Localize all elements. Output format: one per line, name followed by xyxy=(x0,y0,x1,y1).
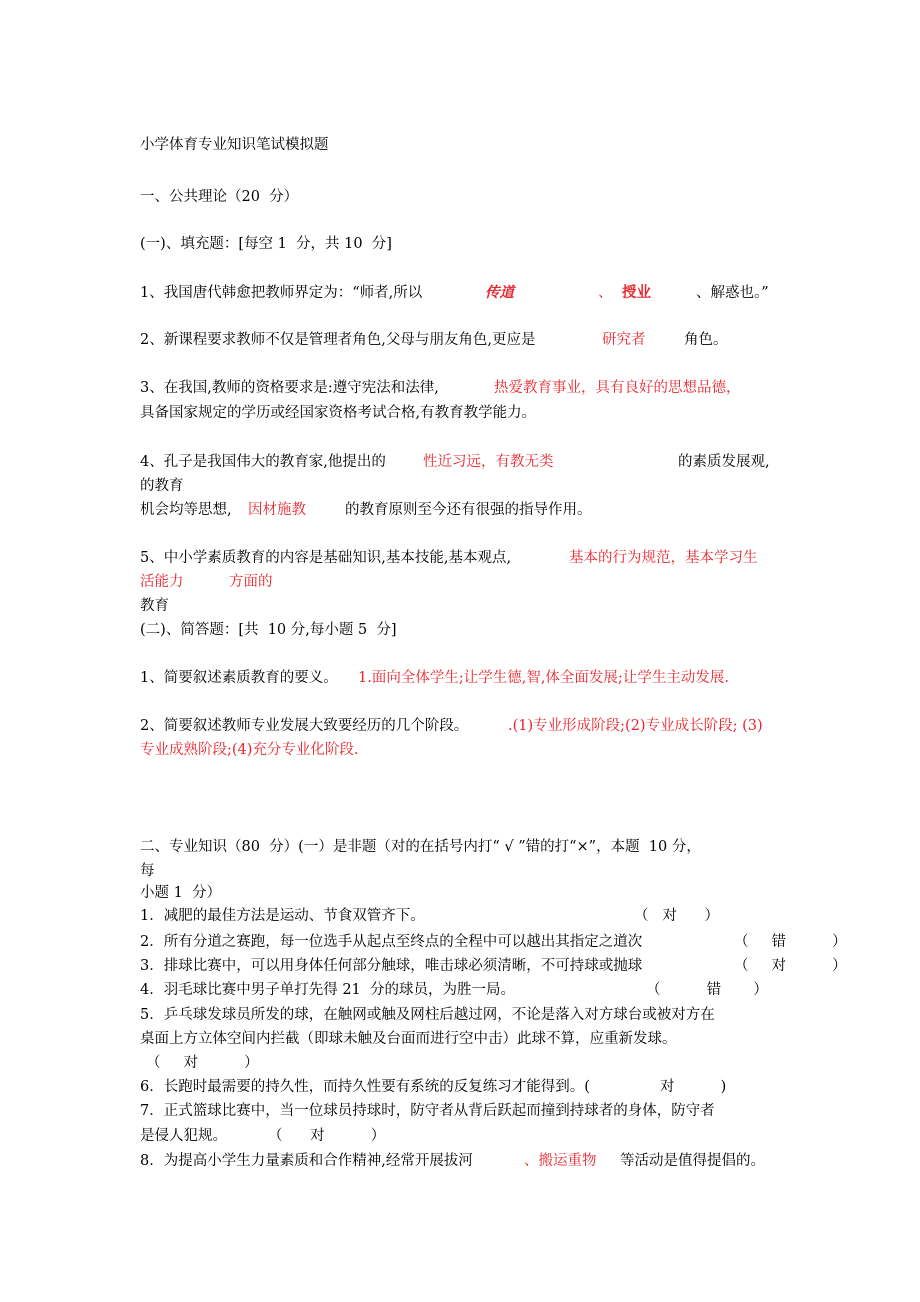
fill-q4-text-mid: 的素质发展观, xyxy=(678,454,770,470)
fill-q4-line3-end: 的教育原则至今还有很强的指导作用。 xyxy=(345,502,592,518)
fill-q3-line2: 具备国家规定的学历或经国家资格考试合格,有教育教学能力。 xyxy=(140,405,537,421)
short-section-heading: (二)、简答题：[共 10 分,每小题 5 分] xyxy=(140,622,397,638)
fill-q2-answer: 研究者 xyxy=(602,332,646,348)
fill-q4-answer-2: 因材施教 xyxy=(248,502,306,518)
tf-item-3-text: 3．排球比赛中，可以用身体任何部分触球，唯击球必须清晰，不可持球或抛球 xyxy=(140,958,643,974)
short-q2-answer-2: 专业成熟阶段;(4)充分专业化阶段. xyxy=(140,742,359,758)
tf-item-4-text: 4．羽毛球比赛中男子单打先得 21 分的球员，为胜一局。 xyxy=(140,982,516,998)
short-q2-answer-1: .(1)专业形成阶段;(2)专业成长阶段; (3) xyxy=(508,718,763,734)
part2-heading-line3: 小题 1 分） xyxy=(140,885,222,901)
part1-heading: 一、公共理论（20 分） xyxy=(140,189,299,205)
fill-q4-line2: 的教育 xyxy=(140,478,184,494)
fill-q5-answer-1: 基本的行为规范，基本学习生 xyxy=(569,550,758,566)
tf-item-4-mark: （ 错 ） xyxy=(646,982,768,998)
tf-item-2-mark: （ 错 ） xyxy=(734,934,847,950)
fill-q4-answer-1: 性近习远，有教无类 xyxy=(423,454,554,470)
tf-item-2-text: 2．所有分道之赛跑，每一位选手从起点至终点的全程中可以越出其指定之道次 xyxy=(140,934,643,950)
tf-item-1-mark: （ 对 ） xyxy=(634,908,719,924)
document-title: 小学体育专业知识笔试模拟题 xyxy=(140,137,329,153)
tf-item-5-text-line1: 5．乒乓球发球员所发的球，在触网或触及网柱后越过网，不论是落入对方球台或被对方在 xyxy=(140,1007,715,1023)
fill-q3-text: 3、在我国,教师的资格要求是:遵守宪法和法律, xyxy=(140,380,439,396)
tf-item-8-answer: 、搬运重物 xyxy=(524,1153,597,1169)
tf-item-6-text: 6．长跑时最需要的持久性，而持久性要有系统的反复练习才能得到。( xyxy=(140,1079,590,1095)
tf-item-5-text-line2: 桌面上方立体空间内拦截（即球未触及台面而进行空中击）此球不算，应重新发球。 xyxy=(140,1031,677,1047)
fill-q2-text: 2、新课程要求教师不仅是管理者角色,父母与朋友角色,更应是 xyxy=(140,332,536,348)
tf-item-7-mark: （ 对 ） xyxy=(268,1128,386,1144)
tf-item-8-text-end: 等活动是值得提倡的。 xyxy=(620,1153,765,1169)
tf-item-7-text-line1: 7．正式篮球比赛中，当一位球员持球时，防守者从背后跃起而撞到持球者的身体，防守者 xyxy=(140,1103,715,1119)
fill-q1-text: 1、我国唐代韩愈把教师界定为：“师者,所以 xyxy=(140,285,423,301)
short-q2-text: 2、简要叙述教师专业发展大致要经历的几个阶段。 xyxy=(140,718,469,734)
fill-q1-text-end: 、解惑也。” xyxy=(696,285,769,301)
fill-q5-answer-2: 活能力 xyxy=(140,574,184,590)
short-q1-answer: 1.面向全体学生;让学生德,智,体全面发展;让学生主动发展. xyxy=(358,670,729,686)
fill-q5-answer-3: 方面的 xyxy=(229,574,273,590)
tf-item-6-mark: 对 ) xyxy=(660,1079,727,1095)
fill-q1-separator: 、 xyxy=(598,285,613,301)
fill-q4-line3: 机会均等思想, xyxy=(140,502,232,518)
fill-section-heading: (一)、填充题：[每空 1 分，共 10 分] xyxy=(140,236,392,252)
part2-heading-line1: 二、专业知识（80 分）(一）是非题（对的在括号内打“ √ ”错的打“×”，本题 10 分， xyxy=(140,839,701,855)
short-q1-text: 1、简要叙述素质教育的要义。 xyxy=(140,670,338,686)
tf-item-7-text-line2: 是侵人犯规。 xyxy=(140,1128,227,1144)
fill-q1-answer-1: 传道 xyxy=(485,284,514,301)
tf-item-8-text: 8．为提高小学生力量素质和合作精神,经常开展拔河 xyxy=(140,1153,473,1169)
part2-heading-line2: 每 xyxy=(140,863,155,879)
fill-q2-text-end: 角色。 xyxy=(684,332,728,348)
tf-item-1-text: 1．减肥的最佳方法是运动、节食双管齐下。 xyxy=(140,908,425,924)
tf-item-3-mark: （ 对 ） xyxy=(734,958,847,974)
fill-q5-text: 5、中小学素质教育的内容是基础知识,基本技能,基本观点, xyxy=(140,550,512,566)
fill-q1-answer-2: 授业 xyxy=(622,284,651,301)
fill-q3-answer: 热爱教育事业，具有良好的思想品德， xyxy=(494,380,741,396)
fill-q4-text: 4、孔子是我国伟大的教育家,他提出的 xyxy=(140,454,386,470)
tf-item-5-mark: （ 对 ） xyxy=(146,1055,259,1071)
fill-q5-line3: 教育 xyxy=(140,598,169,614)
